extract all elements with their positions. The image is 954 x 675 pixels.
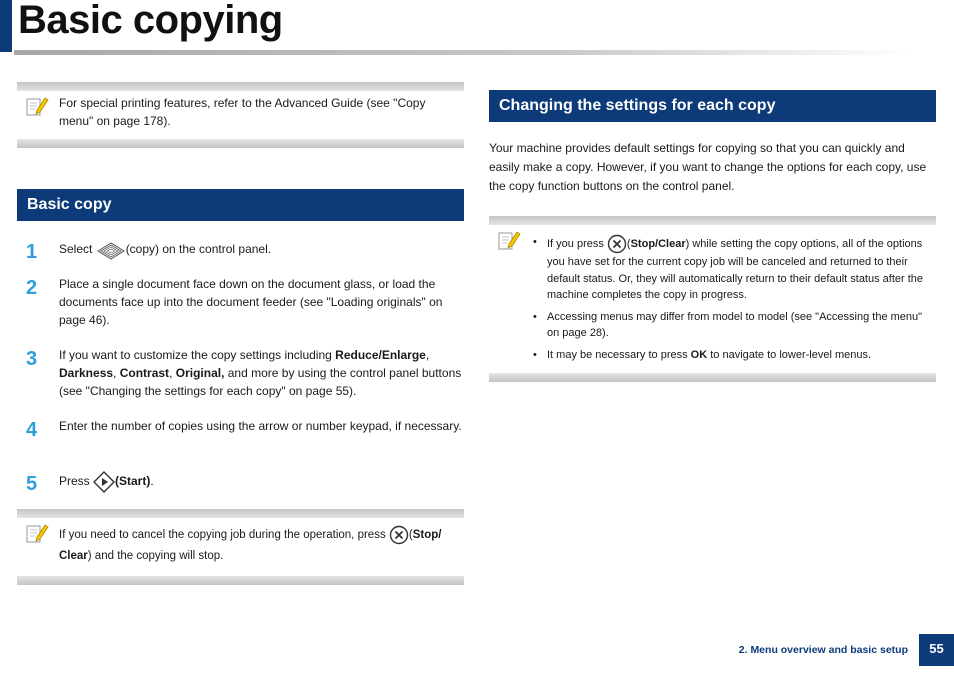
step-text: Place a single document face down on the document glass, or load the documents face up into the document feeder (see "Loading originals" on page 46). bbox=[59, 277, 443, 327]
page-number: 55 bbox=[919, 634, 954, 666]
step-text bbox=[59, 346, 467, 400]
button-name: Stop/Clear bbox=[630, 237, 686, 250]
bullet-text-part: If you press bbox=[547, 237, 607, 250]
button-name: (Start) bbox=[115, 474, 151, 489]
bullet-text: Accessing menus may differ from model to model (see "Accessing the menu" on page 28). bbox=[547, 310, 923, 339]
note-pencil-icon bbox=[497, 229, 521, 253]
bullet-text-part: ( bbox=[626, 237, 631, 250]
note-bullet-list bbox=[533, 234, 936, 368]
button-name: OK bbox=[690, 348, 708, 361]
setting-name: Contrast bbox=[119, 366, 170, 380]
step-text-part: , bbox=[425, 348, 430, 362]
bullet: • bbox=[533, 348, 537, 361]
section-heading-changing-settings: Changing the settings for each copy bbox=[489, 90, 936, 122]
list-item bbox=[533, 234, 936, 304]
list-item bbox=[533, 309, 936, 342]
step-text bbox=[59, 239, 467, 261]
title-accent-bar bbox=[0, 0, 12, 52]
button-name: Stop/ bbox=[412, 529, 442, 542]
step-number: 5 bbox=[26, 473, 38, 495]
copy-icon bbox=[96, 239, 126, 261]
note-pencil-icon bbox=[25, 522, 49, 546]
step-number: 2 bbox=[26, 277, 38, 299]
note-top-bar bbox=[17, 82, 464, 91]
step-number: 1 bbox=[26, 241, 38, 263]
step-text-part: , bbox=[113, 366, 120, 380]
stop-clear-icon bbox=[607, 234, 627, 254]
bullet: • bbox=[533, 236, 537, 248]
step-text-part: (copy) on the control panel. bbox=[125, 242, 272, 257]
note-top-bar bbox=[489, 216, 936, 225]
step-number: 4 bbox=[26, 419, 38, 441]
step-number: 3 bbox=[26, 348, 38, 370]
bullet-text-part: to navigate to lower-level menus. bbox=[707, 348, 872, 361]
setting-name: Original, bbox=[175, 366, 225, 380]
section-heading-basic-copy: Basic copy bbox=[17, 189, 464, 221]
bullet-text-part: ) while setting the copy options, all of the options you have set for the current copy job will be canceled and returned to their default status. Or, they will automatically return to their default status after the machine completes the copy in progress. bbox=[547, 237, 924, 301]
step-text: Enter the number of copies using the arrow or number keypad, if necessary. bbox=[59, 419, 462, 433]
start-diamond-icon bbox=[93, 471, 115, 493]
note-text-part: ) and the copying will stop. bbox=[87, 550, 224, 563]
intro-paragraph: Your machine provides default settings for copying so that you can quickly and easily make a copy. However, if you want to change the options for each copy, use the copy function buttons on the control panel. bbox=[489, 141, 927, 193]
setting-name: Darkness bbox=[59, 366, 114, 380]
page-title: Basic copying bbox=[18, 0, 283, 42]
note-text bbox=[59, 525, 465, 567]
note-text-part: If you need to cancel the copying job during the operation, press bbox=[59, 529, 389, 542]
note-box-advanced-guide bbox=[17, 82, 464, 148]
note-text-part: ( bbox=[408, 529, 413, 542]
step-text-part: . bbox=[150, 474, 154, 489]
note-top-bar bbox=[17, 509, 464, 518]
note-bottom-bar bbox=[17, 139, 464, 148]
bullet: • bbox=[533, 310, 537, 323]
list-item bbox=[533, 347, 936, 364]
step-text-part: , bbox=[169, 366, 176, 380]
note-text: For special printing features, refer to the Advanced Guide (see "Copy menu" on page 178). bbox=[59, 96, 426, 128]
note-bottom-bar bbox=[17, 576, 464, 585]
step-text-part: Select bbox=[59, 242, 96, 257]
footer-section-title: 2. Menu overview and basic setup bbox=[738, 644, 908, 656]
stop-clear-icon bbox=[389, 525, 409, 545]
note-box-cancel bbox=[17, 509, 464, 585]
title-rule bbox=[14, 50, 914, 55]
step-text-part: and more by using the control panel buttons (see "Changing the settings for each copy" on page 55). bbox=[59, 366, 462, 398]
note-bottom-bar bbox=[489, 373, 936, 382]
step-text-part: Press bbox=[59, 474, 94, 489]
bullet-text-part: It may be necessary to press bbox=[547, 348, 691, 361]
button-name: Clear bbox=[59, 550, 88, 563]
step-text bbox=[59, 471, 467, 493]
note-pencil-icon bbox=[25, 95, 49, 119]
step-text-part: If you want to customize the copy settings including bbox=[59, 348, 336, 362]
setting-name: Reduce/Enlarge bbox=[335, 348, 426, 362]
